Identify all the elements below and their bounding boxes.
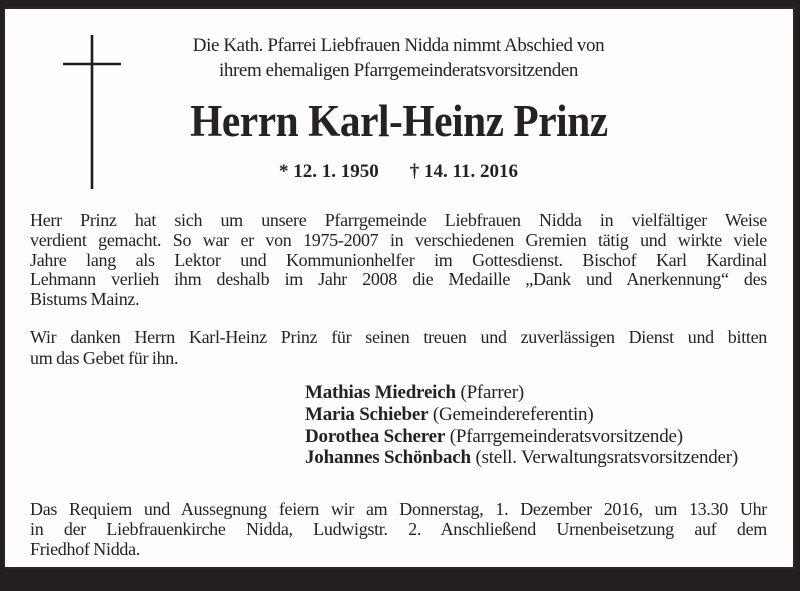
signatory-name: Mathias Miedreich (305, 381, 456, 403)
paragraph-1-line: Jahre lang als Lektor und Kommunionhelfer im Gottesdienst. Bischof Karl Kardinal (30, 249, 767, 270)
paragraph-1-line: verdient gemacht. So war er von 1975-2007 in verschiedenen Gremien tätig und wirkte viele (30, 229, 767, 250)
signatory-name: Dorothea Scherer (305, 425, 446, 447)
paragraph-1-line: Lehmann verlieh ihm deshalb im Jahr 2008 die Medaille „Dank und Anerkennung“ des (30, 269, 767, 290)
deceased-name-heading (30, 98, 767, 155)
paragraph-2-line: Wir danken Herrn Karl-Heinz Prinz für seinen treuen und zuverlässigen Dienst und bitten (30, 326, 767, 347)
signatory-row (305, 447, 767, 469)
signatory-row (305, 426, 767, 448)
signatory-role: (Pfarrer) (460, 381, 525, 403)
paragraph-1-line: Herr Prinz hat sich um unsere Pfarrgemeinde Liebfrauen Nidda in vielfältiger Weise (30, 210, 767, 230)
intro-text (30, 33, 767, 83)
deceased-name-text: Herrn Karl-Heinz Prinz (189, 96, 608, 146)
signatory-role: (stell. Verwaltungsratsvorsitzender) (475, 447, 739, 469)
paragraph-2-line: um das Gebet für ihn. (30, 347, 179, 368)
notice-content (5, 33, 793, 591)
paragraph-3-line: Das Requiem und Aussegnung feiern wir am Donnerstag, 1. Dezember 2016, um 13.30 Uhr (30, 499, 767, 520)
paragraph-3-line: in der Liebfrauenkirche Nidda, Ludwigstr. 2. Anschließend Urnenbeisetzung auf dem (30, 519, 767, 540)
death-date: † 14. 11. 2016 (409, 161, 518, 182)
signatory-row (305, 404, 767, 426)
obituary-paragraph-1 (30, 211, 767, 310)
obituary-notice-card (3, 7, 795, 569)
paragraph-1-line: Bistums Mainz. (30, 289, 140, 310)
obituary-paragraph-2 (30, 327, 767, 369)
signatory-name: Maria Schieber (305, 403, 429, 425)
obituary-paragraph-3 (30, 499, 767, 559)
intro-line-2: ihrem ehemaligen Pfarrgemeinderatsvorsitzenden (219, 60, 578, 81)
signatory-row (305, 382, 767, 404)
paragraph-3-line: Friedhof Nidda. (30, 539, 140, 560)
signatories-list (305, 382, 767, 469)
signatory-role: (Pfarrgemeinderatsvorsitzende) (449, 425, 683, 447)
life-dates (30, 160, 767, 184)
signatory-role: (Gemeindereferentin) (432, 403, 594, 425)
signatory-name: Johannes Schönbach (305, 447, 471, 469)
birth-date: * 12. 1. 1950 (279, 161, 379, 182)
intro-line-1: Die Kath. Pfarrei Liebfrauen Nidda nimmt Abschied von (192, 35, 605, 56)
